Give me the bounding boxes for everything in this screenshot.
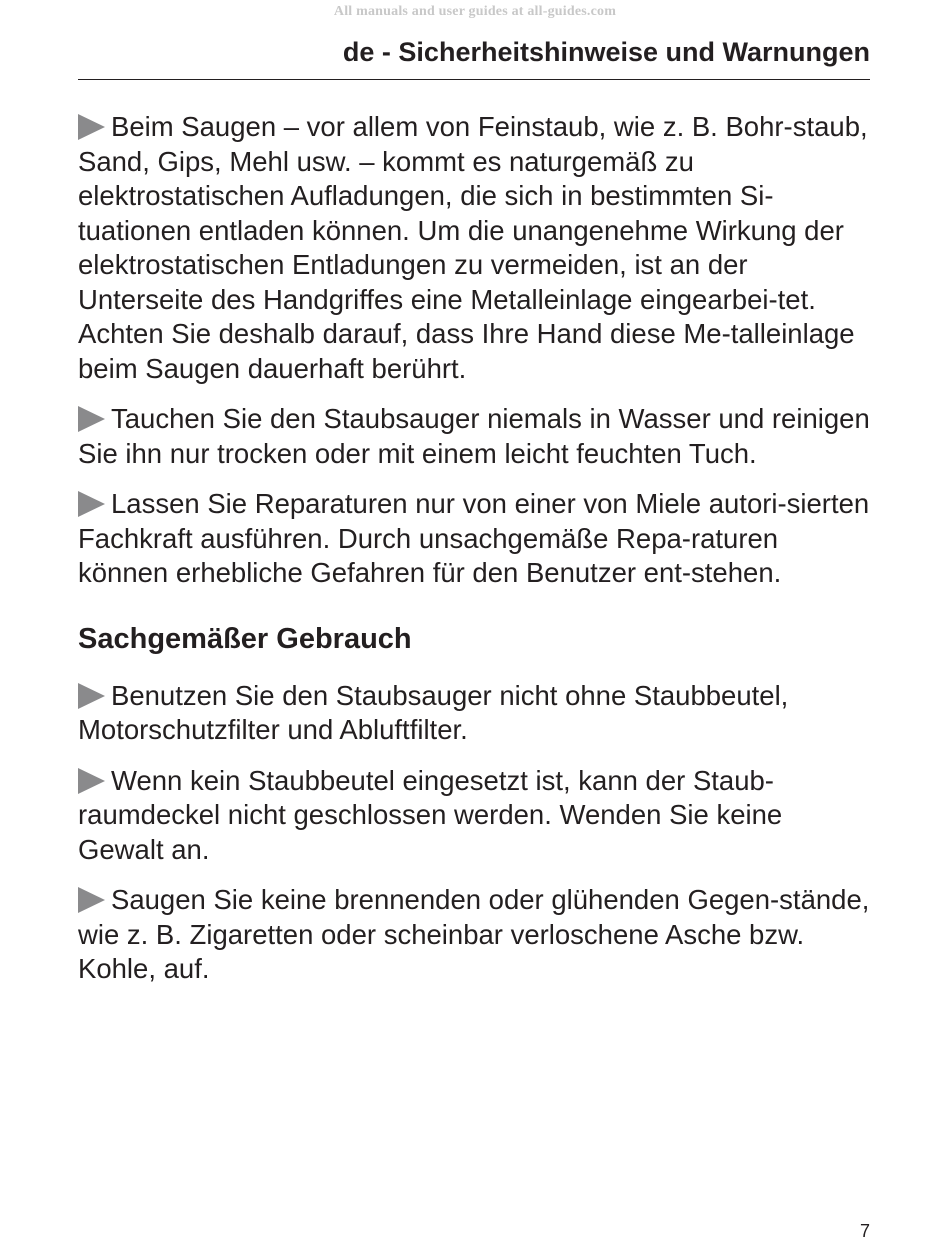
triangle-right-icon — [78, 114, 105, 140]
triangle-right-icon — [78, 491, 105, 517]
triangle-right-icon — [78, 406, 105, 432]
paragraph-text: Saugen Sie keine brennenden oder glühenden Gegen-stände, wie z. B. Zigaretten oder scheinbar verloschene Asche bzw. Kohle, auf. — [78, 884, 870, 984]
triangle-right-icon — [78, 887, 105, 913]
paragraph-text: Beim Saugen – vor allem von Feinstaub, wie z. B. Bohr-staub, Sand, Gips, Mehl usw. – kommt es naturgemäß zu elektrostatischen Aufladungen, die sich in bestimmten Si-tuationen entladen können. Um die unangenehme Wirkung der elektrostatischen Entladungen zu vermeiden, ist an der Unterseite des Handgriffes eine Metalleinlage eingearbei-tet. Achten Sie deshalb darauf, dass Ihre Hand diese Me-talleinlage beim Saugen dauerhaft berührt. — [78, 111, 868, 384]
section-heading: Sachgemäßer Gebrauch — [78, 622, 412, 655]
paragraph-text: Wenn kein Staubbeutel eingesetzt ist, kann der Staub-raumdeckel nicht geschlossen werden. Wenden Sie keine Gewalt an. — [78, 764, 783, 865]
paragraph-text: Benutzen Sie den Staubsauger nicht ohne Staubbeutel, Motorschutzfilter und Abluftfilter. — [78, 679, 789, 745]
watermark: All manuals and user guides at all-guides.com — [333, 4, 617, 19]
page-content — [78, 110, 870, 1003]
warning-paragraph — [78, 487, 870, 591]
paragraph-text: Lassen Sie Reparaturen nur von einer von Miele autori-sierten Fachkraft ausführen. Durch unsachgemäße Repa-raturen können erhebliche Gefahren für den Benutzer ent-stehen. — [78, 488, 870, 588]
warning-paragraph — [78, 110, 870, 386]
page-header-title: de - Sicherheitshinweise und Warnungen — [342, 37, 870, 67]
warning-paragraph — [78, 764, 870, 868]
warning-paragraph — [78, 679, 870, 748]
header-divider — [78, 79, 870, 80]
warning-paragraph — [78, 402, 870, 471]
triangle-right-icon — [78, 683, 105, 709]
page-number: 7 — [859, 1221, 870, 1241]
triangle-right-icon — [78, 768, 105, 794]
warning-paragraph — [78, 883, 870, 987]
paragraph-text: Tauchen Sie den Staubsauger niemals in Wasser und reinigen Sie ihn nur trocken oder mit einem leicht feuchten Tuch. — [78, 403, 870, 469]
